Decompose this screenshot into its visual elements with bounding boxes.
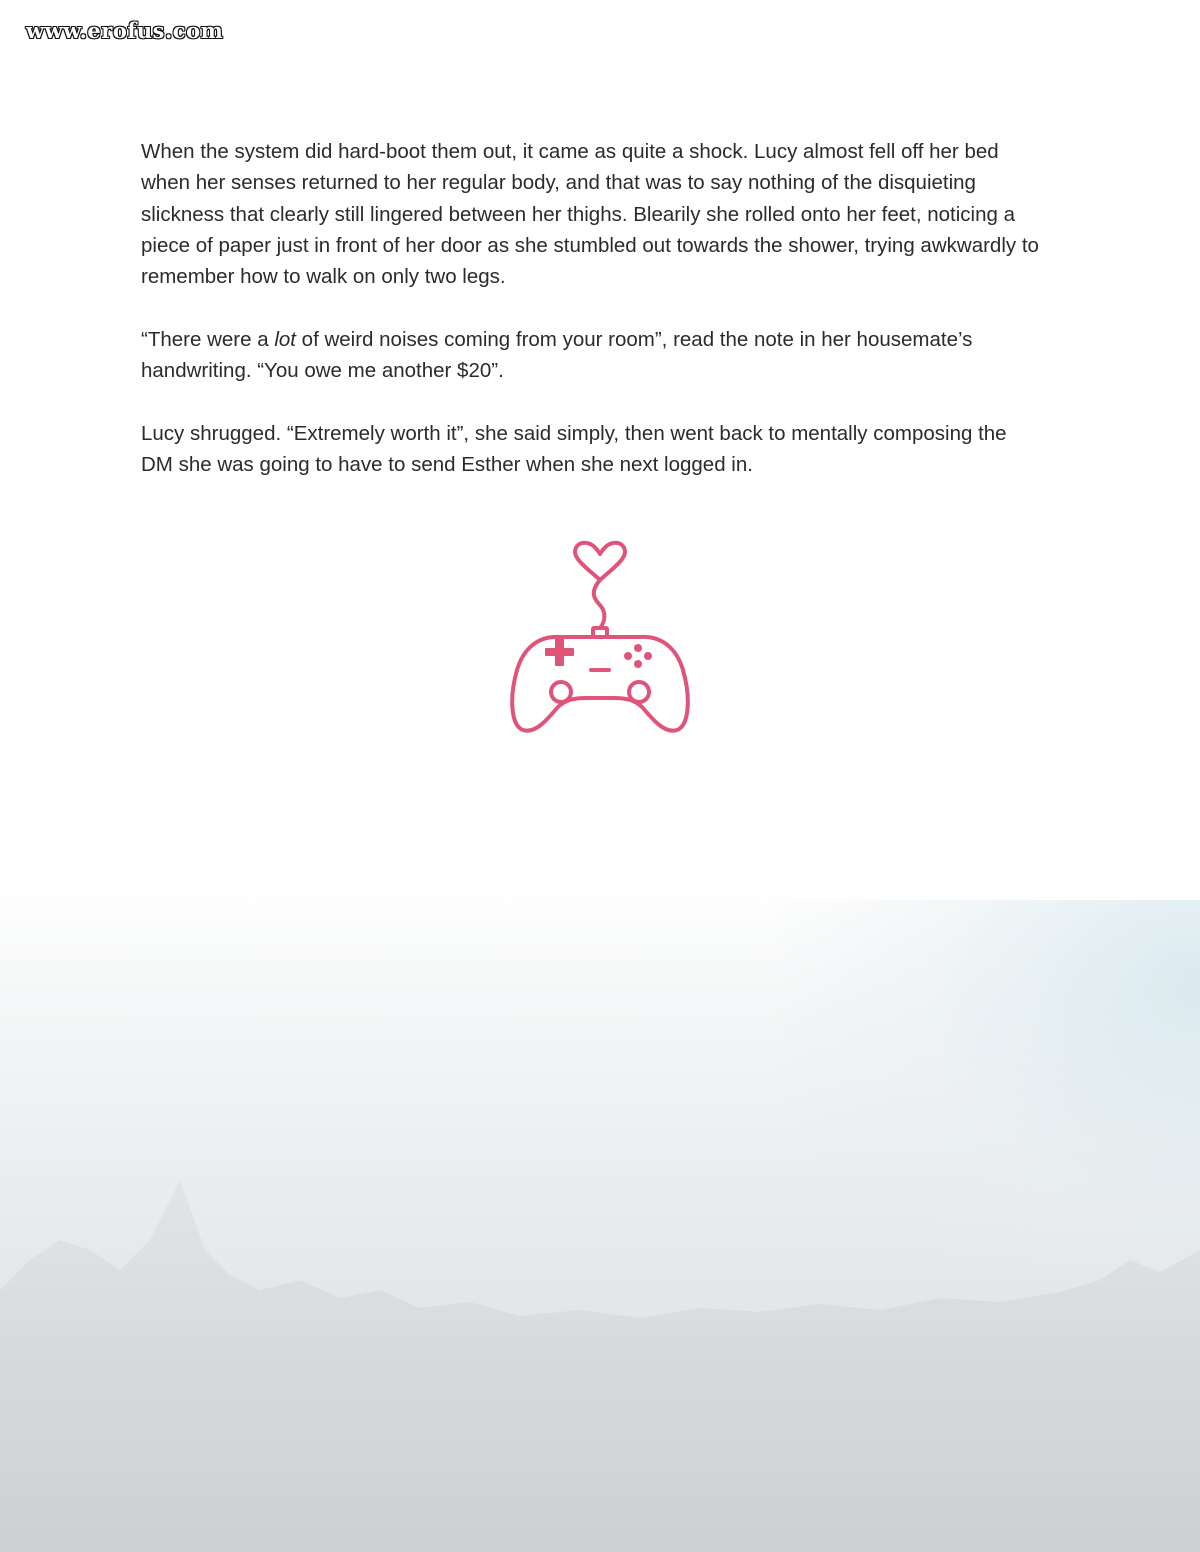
emphasis-text: lot (274, 327, 296, 351)
paragraph-text: of weird noises coming from your room”, read the note in her housemate’s handwriting. “You owe me another $20”. (141, 327, 973, 383)
game-controller-heart-icon (505, 540, 695, 736)
faded-town-silhouette (0, 1180, 1200, 1552)
watermark: www.erofus.com (26, 18, 224, 43)
paragraph-text: “There were a (141, 327, 275, 351)
paragraph (141, 136, 1041, 292)
paragraph (141, 418, 1041, 481)
story-text (141, 136, 1041, 512)
paragraph (141, 324, 1041, 387)
paragraph-text: Lucy shrugged. “Extremely worth it”, she said simply, then went back to mentally composing the DM she was going to have to send Esther when she next logged in. (141, 421, 1007, 476)
paragraph-text: When the system did hard-boot them out, it came as quite a shock. Lucy almost fell off her bed when her senses returned to her regular body, and that was to say nothing of the disquieting slickness that clearly still lingered between her thighs. Blearily she rolled onto her feet, noticing a piece of paper just in front of her door as she stumbled out towards the shower, trying awkwardly to remember how to walk on only two legs. (141, 140, 1039, 289)
